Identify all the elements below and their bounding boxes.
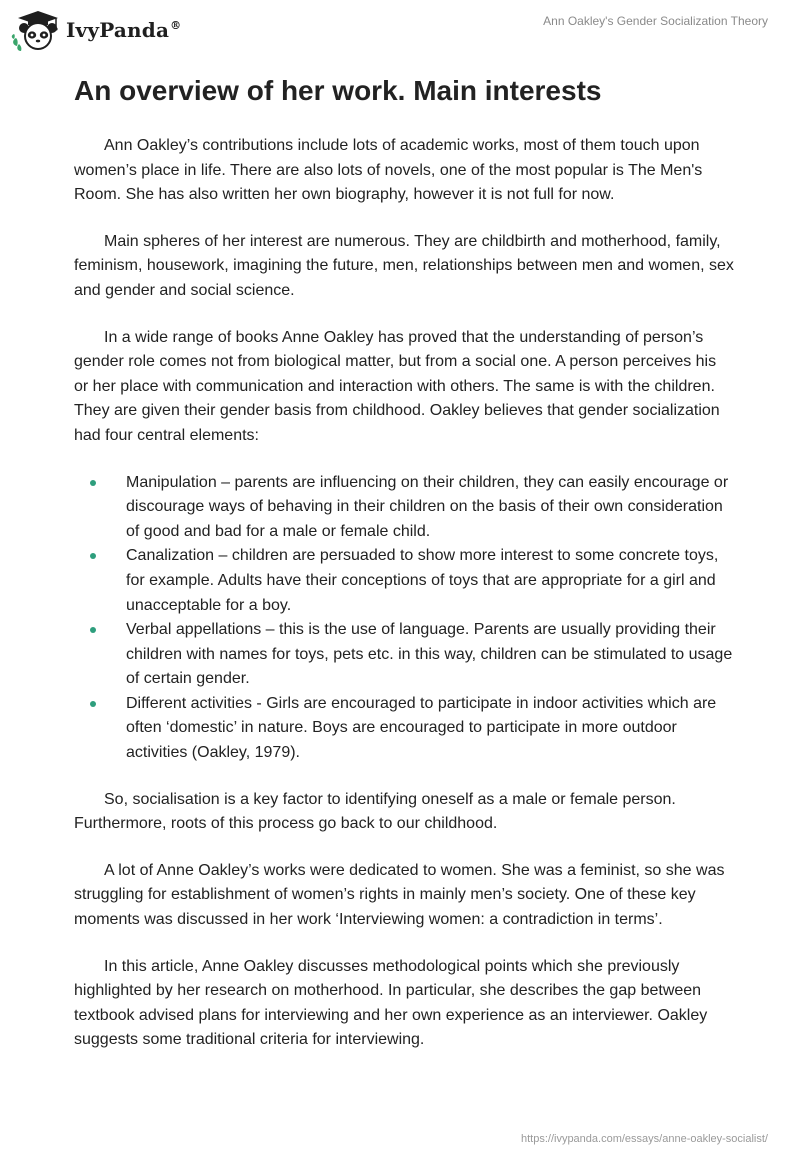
article-body	[74, 72, 734, 1075]
list-item-text: Manipulation – parents are influencing on their children, they can easily encourage or discourage ways of behaving in their children on the basis of their own consideration of good and bad for a male or female child.	[126, 473, 729, 540]
list-item-text: Different activities - Girls are encouraged to participate in indoor activities which are often ‘domestic’ in nature. Boys are encouraged to participate in more outdoor activities (Oakley, 1979).	[126, 694, 717, 762]
paragraph: In a wide range of books Anne Oakley has proved that the understanding of person’s gender role comes not from biological matter, but from a social one. A person perceives his or her place with communication and interaction with others. The same is with the children. They are given their gender basis from childhood. Oakley believes that gender socialization had four central elements:	[74, 328, 720, 444]
document-title: Ann Oakley's Gender Socialization Theory	[543, 14, 768, 28]
ivypanda-logo[interactable]	[10, 8, 181, 52]
paragraph: Main spheres of her interest are numerous. They are childbirth and motherhood, family, feminism, housework, imagining the future, men, relationships between men and women, sex and gender and social science.	[74, 232, 734, 299]
bullet-dot-icon	[90, 701, 96, 707]
panda-graduate-logo-icon	[10, 8, 62, 52]
socialization-elements-list	[74, 471, 734, 766]
paragraph: In this article, Anne Oakley discusses methodological points which she previously highlighted by her research on motherhood. In particular, she describes the gap between textbook advised plans for interviewing and her own experience as an interviewer. Oakley suggests some traditional criteria for interviewing.	[74, 957, 708, 1049]
paragraph: A lot of Anne Oakley’s works were dedicated to women. She was a feminist, so she was struggling for establishment of women’s rights in mainly men’s society. One of these key moments was discussed in her work ‘Interviewing women: a contradiction in terms’.	[74, 861, 725, 929]
paragraph: Ann Oakley’s contributions include lots of academic works, most of them touch upon women’s place in life. There are also lots of novels, one of the most popular is The Men's Room. She has also written her own biography, however it is not full for now.	[74, 137, 703, 204]
brand-name: IvyPanda®	[66, 18, 182, 42]
list-item	[126, 692, 734, 766]
list-item-text: Verbal appellations – this is the use of language. Parents are usually providing their children with names for toys, pets etc. in this way, children can be stimulated to usage of certain gender.	[126, 621, 733, 688]
list-item-text: Canalization – children are persuaded to show more interest to some concrete toys, for example. Adults have their conceptions of toys that are appropriate for a girl and unacceptable for a boy.	[126, 547, 719, 614]
paragraph: So, socialisation is a key factor to identifying oneself as a male or female person. Furthermore, roots of this process go back to our childhood.	[74, 790, 676, 833]
bullet-dot-icon	[90, 627, 96, 633]
source-url[interactable]: https://ivypanda.com/essays/anne-oakley-socialist/	[520, 1133, 768, 1145]
page-header	[0, 0, 800, 64]
section-heading: An overview of her work. Main interests	[74, 75, 602, 106]
list-item	[126, 618, 734, 692]
list-item	[126, 544, 734, 618]
bullet-dot-icon	[90, 553, 96, 559]
list-item	[126, 471, 734, 545]
bullet-dot-icon	[90, 480, 96, 486]
